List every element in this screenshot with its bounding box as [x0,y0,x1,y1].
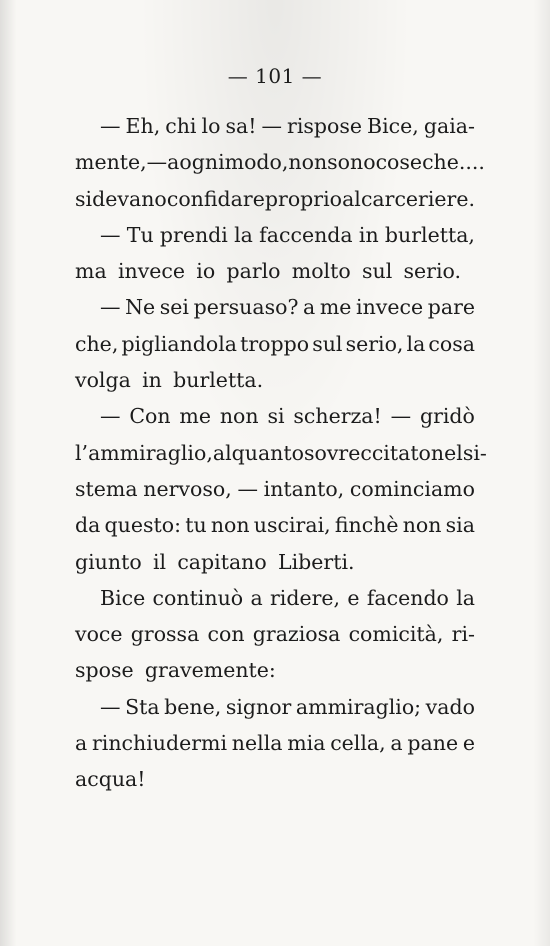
word: vado [425,694,475,719]
word: questo: [104,513,182,538]
word: serio, [345,331,404,356]
word: continuò [152,585,244,610]
word: pane [407,731,459,756]
word: lo [201,114,221,138]
word: sei [159,295,189,320]
text-line [75,217,475,253]
word: la [234,222,253,247]
word: troppo [240,331,310,356]
word: — [100,222,121,247]
word: alquanto [212,440,304,465]
word: invece [117,259,186,284]
word: bene, [164,694,222,719]
word: io [196,259,216,284]
text-line [75,289,475,325]
body-text [75,108,487,798]
word: sia [445,513,475,538]
word: a [303,295,316,320]
word: da [75,513,101,538]
word: devano [92,186,167,211]
word: persuaso? [193,295,299,320]
word: finchè [334,513,399,538]
word: cosa [428,331,475,356]
word: la [456,585,475,610]
word: ri- [451,622,475,647]
word: in [358,222,379,247]
word: me [319,295,352,320]
word: la [406,331,426,356]
word: parlo [226,259,281,284]
word: che.... [422,150,485,175]
word: burletta, [384,222,475,247]
word: cominciamo [349,476,475,501]
text-line [75,181,475,217]
text-line [75,652,475,688]
word: Con [129,404,171,429]
word: pare [427,295,475,320]
text-line [75,689,475,725]
text-line [75,544,475,580]
word: si- [462,440,487,465]
text-line [75,507,475,543]
word: e [347,585,360,610]
text-line [75,362,475,398]
word: scherza! [293,404,382,429]
word: — [100,404,121,429]
word: in [142,368,162,393]
word: — [100,114,121,138]
word: Sta [125,694,160,719]
word: a [250,585,263,610]
word: grossa [130,622,200,647]
word: ogni [179,150,225,175]
word: modo, [224,150,289,175]
word: sul [312,331,343,356]
word: — [100,295,121,320]
word: Ne [125,295,156,320]
text-line [75,144,485,180]
word: burletta. [173,368,264,393]
word: giunto [75,549,142,574]
word: — [146,150,168,175]
word: — [390,404,412,429]
word: spose [75,658,134,683]
word: intanto, [263,476,345,501]
word: graziosa [252,622,341,647]
text-line [75,398,475,434]
word: si [267,404,285,429]
word: sono [327,150,376,175]
word: capitano [177,549,267,574]
word: serio. [403,259,462,284]
text-line [75,108,475,144]
word: nel [430,440,463,465]
word: che, [75,331,119,356]
word: stema [75,476,138,501]
word: cella, [330,731,386,756]
word: sul [361,259,393,284]
word: signor [225,694,292,719]
word: con [207,622,245,647]
text-line [75,471,475,507]
word: acqua! [75,767,146,792]
word: gaia- [423,114,475,138]
word: voce [75,622,123,647]
word: sa! [225,114,257,138]
word: a [167,150,180,175]
word: non [210,513,250,538]
word: ammiraglio; [295,694,422,719]
word: tu [185,513,207,538]
word: faccenda [259,222,353,247]
word: — [100,694,121,719]
word: — [261,114,282,138]
word: rinchiudermi [91,731,228,756]
word: Eh, [125,114,161,138]
word: prendi [159,222,228,247]
word: l’ammiraglio, [75,440,213,465]
word: a [390,731,403,756]
word: nervoso, [143,476,232,501]
word: il [152,549,167,574]
word: rispose [287,114,363,138]
word: comicità, [348,622,444,647]
word: invece [356,295,424,320]
word: me [179,404,211,429]
word: — [237,476,258,501]
word: non [402,513,442,538]
word: confidare [166,186,265,211]
word: Liberti. [277,549,355,574]
word: Bice, [367,114,419,138]
word: ridere, [269,585,341,610]
word: mente, [75,150,147,175]
text-line [75,725,475,761]
word: mia [287,731,326,756]
word: nella [231,731,283,756]
word: molto [291,259,351,284]
word: non [219,404,259,429]
text-line [75,616,475,652]
word: pigliandola [121,331,238,356]
word: a [75,731,88,756]
word: non [288,150,328,175]
word: gridò [419,404,475,429]
word: proprio [264,186,342,211]
text-line [75,326,475,362]
word: cose [375,150,423,175]
word: gravemente: [144,658,276,683]
word: ma [75,259,107,284]
word: e [462,731,475,756]
word: Bice [100,585,146,610]
word: chi [165,114,197,138]
word: Tu [126,222,154,247]
word: volga [75,368,131,393]
text-line [75,580,475,616]
word: uscirai, [253,513,331,538]
text-line [75,253,475,289]
page-number: — 101 — [227,64,323,88]
text-line [75,435,487,471]
word: al [342,186,361,211]
text-line [75,761,475,797]
word: si [75,186,93,211]
word: sovreccitato [303,440,431,465]
word: carceriere. [360,186,475,211]
word: facendo [366,585,449,610]
